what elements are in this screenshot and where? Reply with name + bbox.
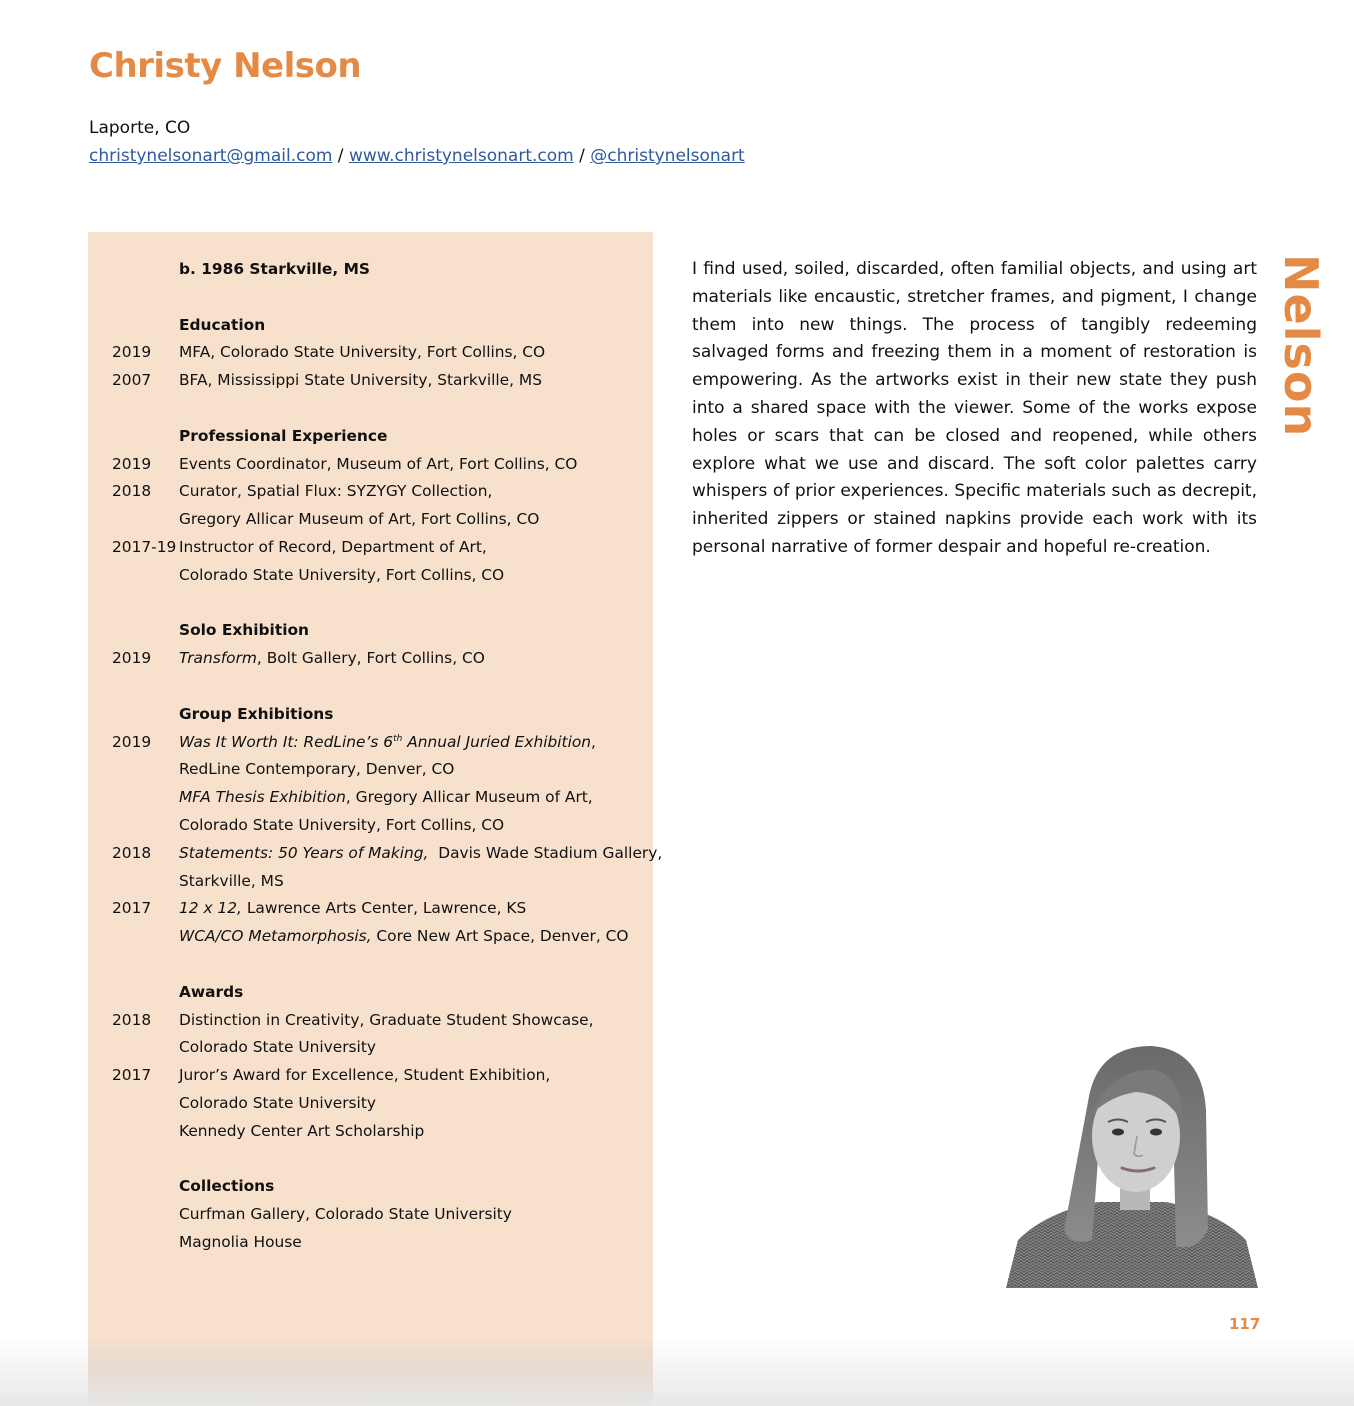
cv-entry bbox=[112, 451, 652, 479]
cv-entry bbox=[112, 1062, 652, 1090]
entry-year: 2017 bbox=[112, 1066, 152, 1085]
contact-links bbox=[89, 146, 745, 166]
location: Laporte, CO bbox=[89, 118, 191, 138]
cv-entry-continued: Gregory Allicar Museum of Art, Fort Collins, CO bbox=[179, 510, 540, 529]
separator: / bbox=[332, 146, 349, 166]
cv-entry-continued: RedLine Contemporary, Denver, CO bbox=[179, 760, 455, 779]
cv-entry: MFA Thesis Exhibition, Gregory Allicar Museum of Art, bbox=[179, 788, 593, 807]
exhibition-title: Was It Worth It: RedLine’s 6th Annual Juried Exhibition bbox=[179, 732, 592, 751]
entry-year: 2007 bbox=[112, 371, 152, 390]
entry-text: BFA, Mississippi State University, Starkville, MS bbox=[179, 371, 542, 390]
website-link[interactable]: www.christynelsonart.com bbox=[348, 146, 574, 166]
section-heading-group: Group Exhibitions bbox=[179, 704, 334, 723]
vertical-surname: Nelson bbox=[1274, 254, 1328, 438]
exhibition-title: 12 x 12, bbox=[179, 899, 242, 918]
entry-text: MFA, Colorado State University, Fort Collins, CO bbox=[179, 343, 546, 362]
separator: / bbox=[573, 146, 591, 166]
artist-portrait bbox=[1006, 1040, 1258, 1288]
cv-entry: 2019 Was It Worth It: RedLine’s 6th Annual Juried Exhibition, bbox=[112, 729, 652, 757]
cv-entry: 2017 12 x 12, Lawrence Arts Center, Lawrence, KS bbox=[112, 895, 652, 923]
exhibition-title: MFA Thesis Exhibition bbox=[179, 788, 346, 807]
social-handle-link[interactable]: @christynelsonart bbox=[590, 146, 745, 166]
cv-entry-continued: Colorado State University bbox=[179, 1038, 376, 1057]
entry-year: 2019 bbox=[112, 343, 152, 362]
cv-entry bbox=[112, 1201, 652, 1229]
cv-list bbox=[112, 256, 663, 1257]
entry-text: Magnolia House bbox=[179, 1232, 302, 1251]
entry-text: Curfman Gallery, Colorado State University bbox=[179, 1205, 512, 1224]
entry-text: Events Coordinator, Museum of Art, Fort Collins, CO bbox=[179, 454, 578, 473]
cv-entry: WCA/CO Metamorphosis, Core New Art Space, Denver, CO bbox=[179, 927, 629, 946]
section-heading-education: Education bbox=[179, 315, 266, 334]
entry-text: Distinction in Creativity, Graduate Student Showcase, bbox=[179, 1010, 594, 1029]
email-link[interactable]: christynelsonart@gmail.com bbox=[89, 146, 333, 166]
cv-entry bbox=[112, 367, 652, 395]
entry-year: 2018 bbox=[112, 843, 152, 862]
entry-year: 2018 bbox=[112, 1010, 152, 1029]
section-heading-solo: Solo Exhibition bbox=[179, 621, 309, 640]
artist-statement: I find used, soiled, discarded, often familial objects, and using art materials like encaustic, stretcher frames, and pigment, I change them into new things. The process of tangibly redeeming salvaged forms and freezing them in a moment of restoration is empowering. As the artworks exist in their new state they push into a shared space with the viewer. Some of the works expose holes or scars that can be closed and reopened, while others explore what we use and discard. The soft color palettes carry whispers of prior experiences. Specific materials such as decrepit, inherited zippers or stained napkins provide each work with its personal narrative of former despair and hopeful re-creation. bbox=[692, 259, 1257, 557]
born-line: b. 1986 Starkville, MS bbox=[179, 260, 370, 278]
cv-entry bbox=[112, 339, 652, 367]
cv-entry bbox=[112, 1229, 652, 1257]
entry-year: 2019 bbox=[112, 454, 152, 473]
cv-entry-continued: Colorado State University bbox=[179, 1093, 376, 1112]
entry-year: 2019 bbox=[112, 732, 152, 751]
exhibition-title: Transform bbox=[179, 649, 257, 668]
page-number: 117 bbox=[1229, 1315, 1261, 1333]
exhibition-title: Statements: 50 Years of Making, bbox=[179, 843, 429, 862]
entry-text: Kennedy Center Art Scholarship bbox=[179, 1121, 425, 1140]
cv-entry-continued: Colorado State University, Fort Collins, CO bbox=[179, 565, 505, 584]
section-heading-awards: Awards bbox=[179, 982, 244, 1001]
cv-entry bbox=[112, 1007, 652, 1035]
entry-year: 2017 bbox=[112, 899, 152, 918]
cv-entry bbox=[112, 534, 652, 562]
cv-entry: 2018 Statements: 50 Years of Making, Davis Wade Stadium Gallery, bbox=[112, 840, 652, 868]
cv-entry-continued: Colorado State University, Fort Collins, CO bbox=[179, 815, 505, 834]
entry-text: Curator, Spatial Flux: SYZYGY Collection, bbox=[179, 482, 493, 501]
entry-year: 2018 bbox=[112, 482, 152, 501]
exhibition-title: WCA/CO Metamorphosis, bbox=[179, 927, 372, 946]
artist-name: Christy Nelson bbox=[89, 46, 362, 86]
portrait-illustration bbox=[1006, 1040, 1258, 1288]
cv-entry: 2019 Transform, Bolt Gallery, Fort Collins, CO bbox=[112, 645, 652, 673]
cv-entry-continued: Starkville, MS bbox=[179, 871, 284, 890]
entry-text: Instructor of Record, Department of Art, bbox=[179, 537, 487, 556]
entry-text: Juror’s Award for Excellence, Student Exhibition, bbox=[179, 1066, 551, 1085]
entry-year: 2017-19 bbox=[112, 537, 177, 556]
entry-year: 2019 bbox=[112, 649, 152, 668]
cv-entry bbox=[112, 1118, 652, 1146]
section-heading-experience: Professional Experience bbox=[179, 426, 388, 445]
section-heading-collections: Collections bbox=[179, 1177, 275, 1196]
cv-entry bbox=[112, 478, 652, 506]
